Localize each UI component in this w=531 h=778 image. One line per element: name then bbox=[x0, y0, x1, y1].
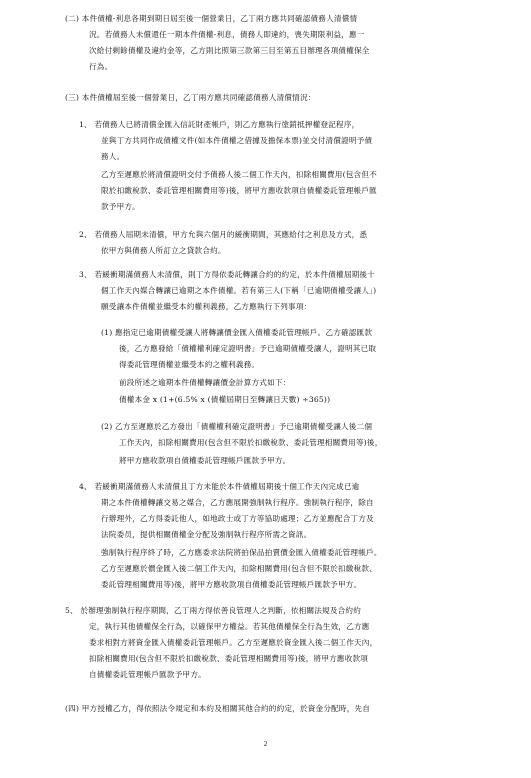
text-line: 1、 若債務人已將清償金匯入信託財產帳戶，則乙方應執行塗銷抵押權登記程序， bbox=[79, 120, 360, 129]
text-line: 法院委员，提供相關債權金分配及強制執行程序所需之資訊。 bbox=[101, 530, 312, 539]
text-line: 並與丁方共同作成債權文件(如本件債權之借據及擔保本票)並交付清償證明予債 bbox=[101, 136, 373, 145]
text-line: 願受讓本件債權並繼受本約權利義務，乙方應執行下列事項： bbox=[101, 302, 312, 311]
text-line: (2) 乙方至遲應於乙方發出「債權權利確定證明書」予已逾期債權受讓人後二個 bbox=[101, 422, 373, 431]
text-line: 4、 若緩衝期滿債務人未清償且丁方未能於本件債權屆期後十個工作天內完成已逾 bbox=[79, 482, 360, 491]
text-line: 2、 若債務人屆期未清償，甲方允與六個月的緩衝期間，其應給付之利息及方式，悉 bbox=[79, 230, 368, 239]
text-line: 定，執行其他債權保全行為，以確保甲方權益。若其他債權保全行為生效，乙方應 bbox=[89, 622, 370, 631]
text-line: (三) 本件債權屆至後一個營業日，乙丁兩方應共同確認債務人清償情況： bbox=[65, 93, 316, 102]
text-line: 依甲方與債務人所訂立之貸款合約。 bbox=[101, 246, 226, 255]
text-line: 次給付剩餘債權及違約金等，乙方則比照第三款第三目至第五目辦理各項債權保全 bbox=[89, 46, 370, 55]
text-line: 況。若債務人未償還任一期本件債權-利息，債務人即違約，喪失期限利益，應一 bbox=[89, 30, 365, 39]
text-line: 將甲方應收款項自債權委託管理帳戶匯款予甲方。 bbox=[119, 456, 291, 465]
text-line: 得委託管理債權並繼受本約之權利義務。 bbox=[119, 360, 260, 369]
text-line: 乙方至遲應於將清償證明交付予債務人後二個工作天內，扣除相關費用(包含但不 bbox=[101, 170, 377, 179]
text-line: 限於扣繳稅款、委託管理相關費用等)後，將甲方應收款項自債權委託管理帳戶匯 bbox=[101, 186, 377, 195]
text-line: (二) 本件債權-利息各期到期日屆至後一個營業日，乙丁兩方應共同確認債務人清償情 bbox=[65, 14, 358, 23]
text-line: 行辦理外，乙方得委託他人，如地政士或丁方等協助處理；乙方並應配合丁方及 bbox=[101, 514, 374, 523]
text-line: 5、 於辦理強制執行程序期間，乙丁兩方得依善良管理人之判斷，依相關法規及合約約 bbox=[65, 606, 362, 615]
text-line: 務人。 bbox=[101, 152, 125, 161]
text-line: 自債權委託管理帳戶匯款予甲方。 bbox=[89, 670, 206, 679]
text-line: 工作天內，扣除相關費用(包含但不限於扣繳稅款、委託管理相關費用等)後， bbox=[119, 438, 383, 447]
page-number: 2 bbox=[263, 740, 268, 748]
text-line: 前段所述之逾期本件債權轉讓價金計算方式如下： bbox=[119, 378, 291, 387]
text-line: 強制執行程序終了時，乙方應委求法院將拍保品拍賣價金匯入債權委託管理帳戶。 bbox=[101, 548, 382, 557]
text-line: (1) 應指定已逾期債權受讓人將轉讓價金匯入債權委託管理帳戶。乙方確認匯款 bbox=[101, 328, 373, 337]
text-line: 3、 若緩衝期滿債務人未清償，則丁方得依委託轉讓合約的約定，於本件債權屆期後十 bbox=[79, 270, 376, 279]
text-line: 委託管理相關費用等)後，將甲方應收款項自債權委託管理帳戶匯款予甲方。 bbox=[101, 580, 362, 589]
text-line: 後，乙方應發給「債權權利確定證明書」予已逾期債權受讓人，證明其已取 bbox=[119, 344, 377, 353]
text-line: 債權本金 x (1+(6.5% x (債權屆期日至轉讓日天數) ÷365)) bbox=[119, 395, 331, 404]
text-line: 個工作天內媒合轉讓已逾期之本件債權。若有第三人(下稱「已逾期債權受讓人」) bbox=[101, 286, 377, 295]
text-line: 款予甲方。 bbox=[101, 202, 140, 211]
text-line: 乙方至遲應於價金匯入後二個工作天內，扣除相關費用(包含但不限於扣繳稅款、 bbox=[101, 564, 377, 573]
text-line: 行為。 bbox=[89, 62, 113, 71]
text-line: (四) 甲方授權乙方，得依照法令規定和本約及相關其他合約的約定，於資金分配時，先自 bbox=[65, 704, 371, 713]
text-line: 扣除相關費用(包含但不限於扣繳稅款、委託管理相關費用等)後，將甲方應收款項 bbox=[89, 654, 369, 663]
text-line: 委求相對方將資金匯入債權委託管理帳戶。乙方至遲應於資金匯入後二個工作天內， bbox=[89, 638, 378, 647]
text-line: 期之本件債權轉讓交易之媒合，乙方應展開強制執行程序。強制執行程序，除自 bbox=[101, 498, 374, 507]
